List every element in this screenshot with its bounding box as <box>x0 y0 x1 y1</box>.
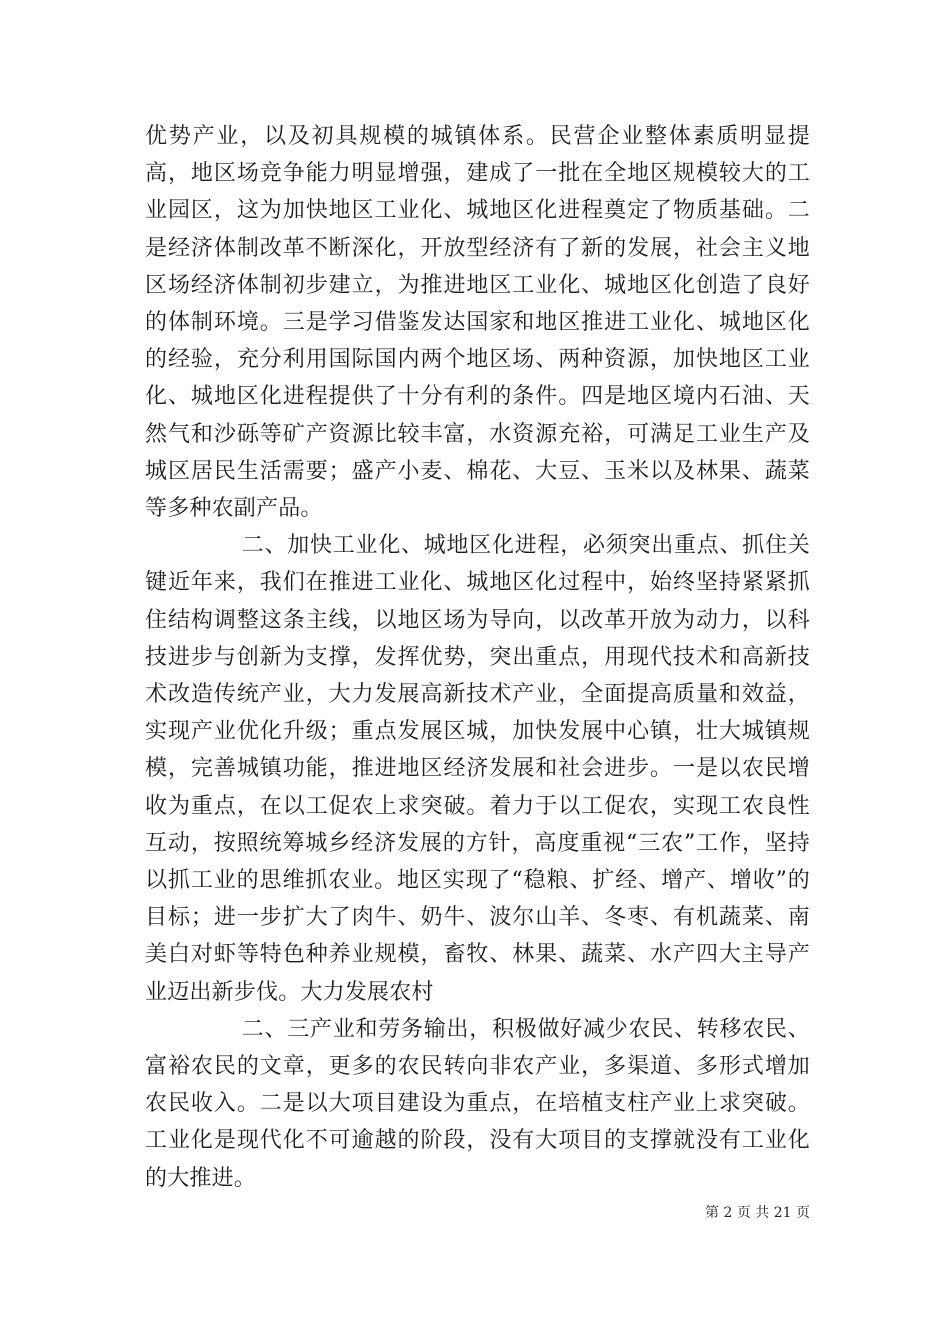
paragraph-1: 优势产业，以及初具规模的城镇体系。民营企业整体素质明显提高，地区场竞争能力明显增强，建成了一批在全地区规模较大的工业园区，这为加快地区工业化、城地区化进程奠定了物质基础。二是经济体制改革不断深化，开放型经济有了新的发展，社会主义地区场经济体制初步建立，为推进地区工业化、城地区化创造了良好的体制环境。三是学习借鉴发达国家和地区推进工业化、城地区化的经验，充分利用国际国内两个地区场、两种资源，加快地区工业化、城地区化进程提供了十分有利的条件。四是地区境内石油、天然气和沙砾等矿产资源比较丰富，水资源充裕，可满足工业生产及城区居民生活需要；盛产小麦、棉花、大豆、玉米以及林果、蔬菜等多种农副产品。 <box>145 124 810 522</box>
page-number-footer: 第 2 页 共 21 页 <box>705 1205 810 1221</box>
paragraph-3: 二、三产业和劳务输出，积极做好减少农民、转移农民、富裕农民的文章，更多的农民转向非农产业，多渠道、多形式增加农民收入。二是以大项目建设为重点，在培植支柱产业上求突破。工业化是现代化不可逾越的阶段，没有大项目的支撑就没有工业化的大推进。 <box>145 1016 810 1191</box>
paragraph-2: 二、加快工业化、城地区化进程，必须突出重点、抓住关键近年来，我们在推进工业化、城地区化过程中，始终坚持紧紧抓住结构调整这条主线，以地区场为导向，以改革开放为动力，以科技进步与创新为支撑，发挥优势，突出重点，用现代技术和高新技术改造传统产业，大力发展高新技术产业，全面提高质量和效益，实现产业优化升级；重点发展区城，加快发展中心镇，壮大城镇规模，完善城镇功能，推进地区经济发展和社会进步。一是以农民增收为重点，在以工促农上求突破。着力于以工促农，实现工农良性互动，按照统筹城乡经济发展的方针，高度重视“三农”工作，坚持以抓工业的思维抓农业。地区实现了“稳粮、扩经、增产、增收”的目标；进一步扩大了肉牛、奶牛、波尔山羊、冬枣、有机蔬菜、南美白对虾等特色种养业规模，畜牧、林果、蔬菜、水产四大主导产业迈出新步伐。大力发展农村 <box>145 533 810 1005</box>
document-body <box>145 118 810 1197</box>
